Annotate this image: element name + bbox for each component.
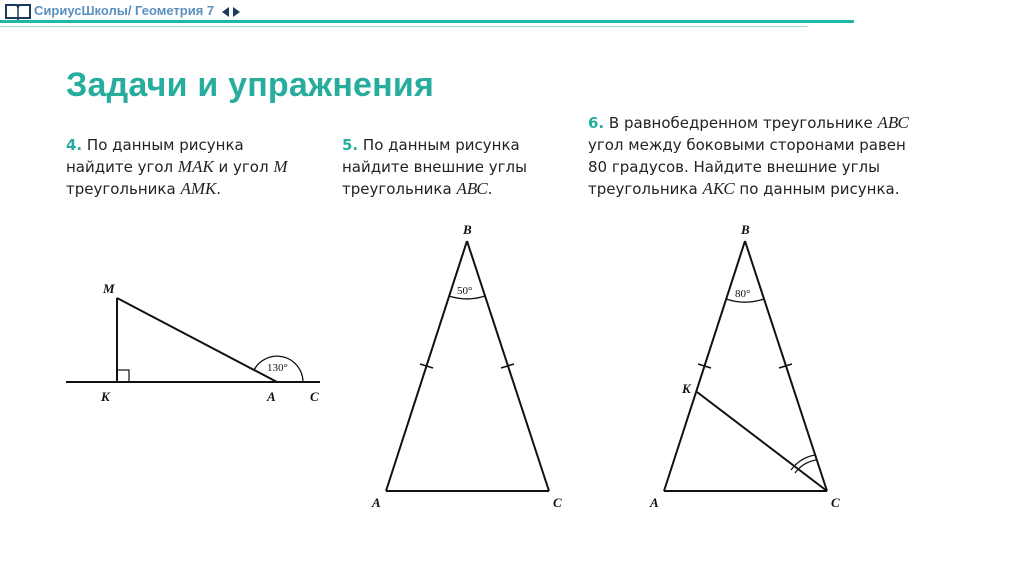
page-title: Задачи и упражнения: [66, 66, 435, 104]
label-k: K: [101, 389, 110, 404]
segment-ma: [117, 298, 277, 382]
task-text-italic: АВС: [877, 113, 909, 132]
task-text-italic: МАК: [177, 157, 214, 176]
task-text: треугольника: [588, 180, 703, 198]
task-text: .: [216, 180, 222, 198]
angle-label: 130°: [267, 362, 288, 374]
figure-5-triangle-abc: [386, 241, 549, 491]
angle-label: 80°: [735, 288, 751, 300]
task-text: По данным рисунка: [362, 136, 520, 154]
task-text: треугольника: [342, 180, 457, 198]
task-text: .: [487, 180, 493, 198]
label-b: B: [741, 222, 750, 237]
figure-6-triangle-akc: [664, 241, 827, 491]
task-text: 80 градусов. Найдите внешние углы: [588, 158, 880, 176]
label-c: C: [310, 389, 319, 404]
segment-kc: [697, 392, 827, 491]
right-angle-mark: [117, 370, 129, 382]
label-b: B: [463, 222, 472, 237]
task-text-italic: АВС: [456, 179, 488, 198]
brand-name: СириусШколы: [34, 3, 128, 18]
angle-label: 50°: [457, 285, 473, 297]
task-text: найдите угол: [66, 158, 178, 176]
label-k: K: [682, 381, 691, 396]
task-number: 4.: [66, 136, 83, 154]
label-c: C: [553, 495, 562, 510]
task-text: треугольника: [66, 180, 181, 198]
task-text: найдите внешние углы: [342, 158, 527, 176]
task-text-italic: АМК: [180, 179, 217, 198]
section-name: / Геометрия 7: [127, 3, 215, 18]
task-text: В равнобедренном треугольнике: [608, 114, 878, 132]
task-text: и угол: [213, 158, 274, 176]
task-text-italic: АКС: [702, 179, 735, 198]
task-number: 5.: [342, 136, 359, 154]
label-a: A: [650, 495, 659, 510]
task-text-italic: М: [273, 157, 288, 176]
task-text: По данным рисунка: [86, 136, 244, 154]
label-a: A: [267, 389, 276, 404]
task-text: по данным рисунка.: [734, 180, 900, 198]
label-a: A: [372, 495, 381, 510]
task-number: 6.: [588, 114, 605, 132]
task-text: угол между боковыми сторонами равен: [588, 136, 906, 154]
angle-double-arc-outer: [791, 455, 815, 470]
label-c: C: [831, 495, 840, 510]
label-m: M: [103, 281, 115, 296]
